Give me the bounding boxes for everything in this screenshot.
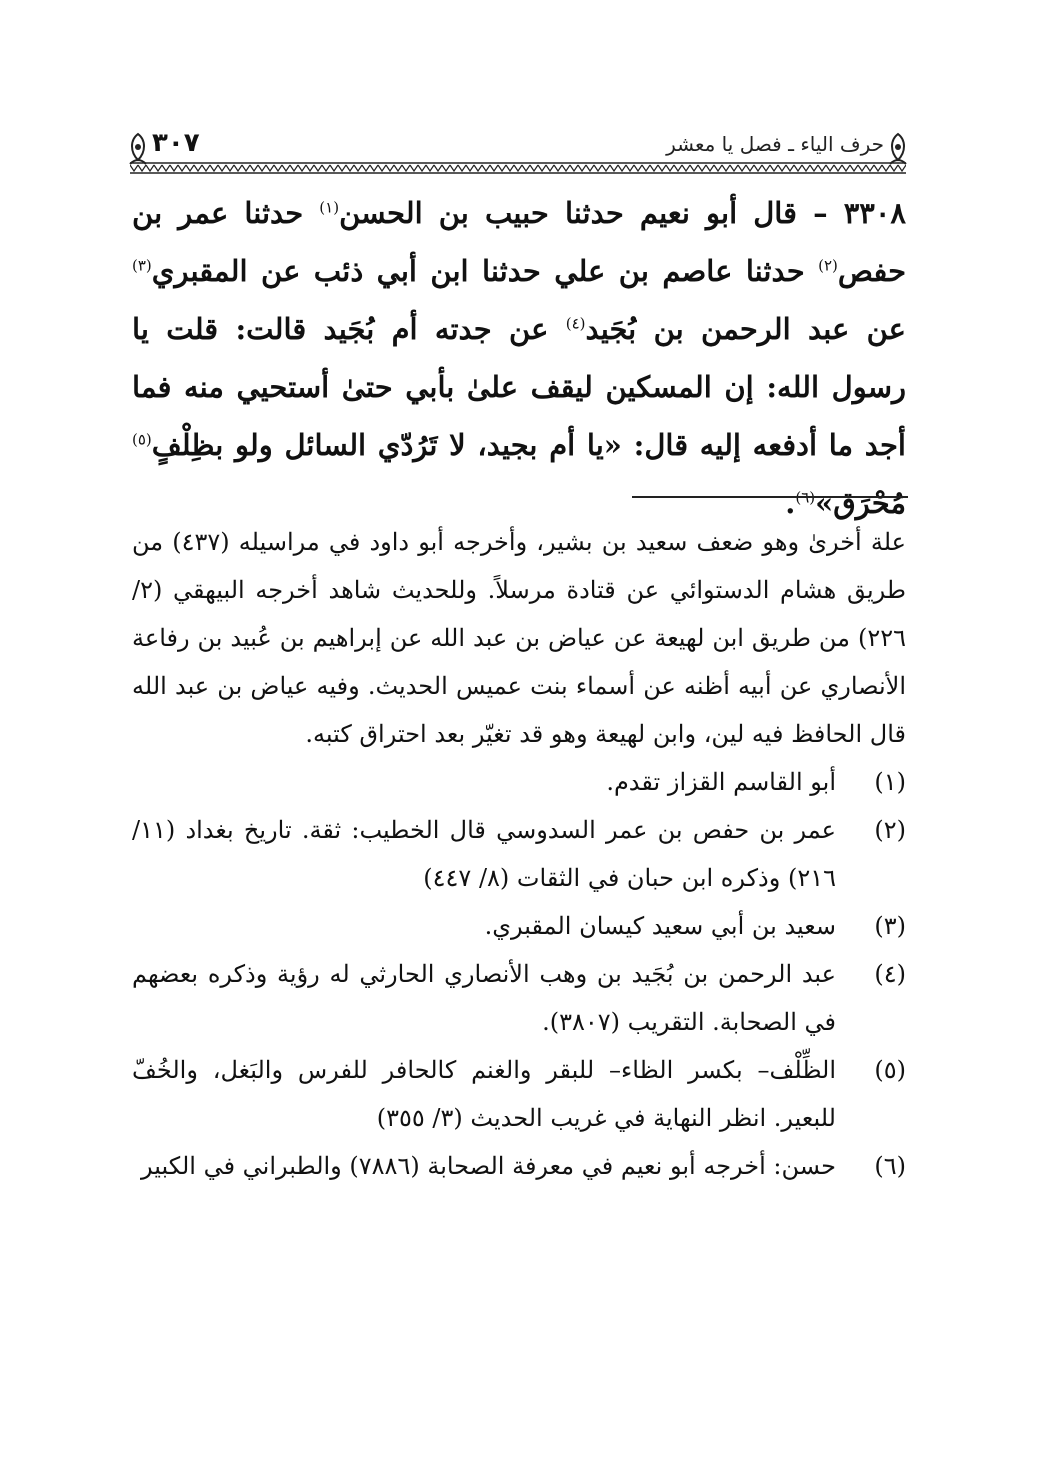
hadith-line: عن عبد الرحمن بن بُجَيد [585,312,906,346]
page-number: ٣٠٧ [152,128,200,158]
header-decorative-rule [130,162,906,174]
hadith-line: ٣٣٠٨ – قال أبو نعيم حدثنا حبيب بن الحسن [339,196,906,230]
footnote-text: الظِّلْف– بكسر الظاء– للبقر والغنم كالحافر للفرس والبَغل، والخُفّ للبعير. انظر النهاية في غريب الحديث (٣/ ٣٥٥) [132,1056,836,1132]
prophetic-saying: «يا أم بجيد، لا تَرُدّي السائل ولو بظِلْفٍ [151,428,622,462]
footnote-ref[interactable]: (٤) [565,314,586,333]
footnote-text: أبو القاسم القزاز تقدم. [606,768,836,796]
footnote-divider [632,496,908,498]
footnote-number: (٦) [874,1152,906,1180]
footnote-continuation: علة أخرىٰ وهو ضعف سعيد بن بشير، وأخرجه أبو داود في مراسيله (٤٣٧) من طريق هشام الدستوائي عن قتادة مرسلاً. وللحديث شاهد أخرجه البيهقي (٢/ ٢٢٦) من طريق ابن لهيعة عن عياض بن عبد الله عن إبراهيم بن عُبيد بن رفاعة الأنصاري عن أبيه أظنه عن أسماء بنت عميس الحديث. وفيه عياض بن عبد الله قال الحافظ فيه لين، وابن لهيعة وهو قد تغيّر بعد احتراق كتبه. [132,528,906,748]
footnote-number: (٢) [874,816,906,844]
footnote-item [132,758,906,806]
footnote-item [132,806,906,902]
footnote-ref[interactable]: (٢) [818,256,838,275]
hadith-line: عن جدته أم بُجَيد قالت: قلت يا رسول الله: إن المسكين ليقف علىٰ بأبي حتىٰ أستحيي منه فما أجد ما أدفعه إليه قال: [132,312,906,462]
hadith-line: . [785,486,796,520]
hadith-line: حدثنا عمر بن حفص [132,196,906,288]
footnote-ref[interactable]: (٥) [132,430,152,449]
running-header [126,130,910,172]
footnote-number: (٣) [874,912,906,940]
footnote-item [132,902,906,950]
footnote-number: (٥) [874,1056,906,1084]
footnote-text: عمر بن حفص بن عمر السدوسي قال الخطيب: ثقة. تاريخ بغداد (١١/ ٢١٦) وذكره ابن حبان في الثقات (٨/ ٤٤٧) [132,816,836,892]
footnote-item [132,1046,906,1142]
footnote-item [132,950,906,1046]
footnotes [132,518,906,1190]
footnote-text: سعيد بن أبي سعيد كيسان المقبري. [484,912,836,940]
hadith-text [132,184,906,532]
header-title: حرف الياء ـ فصل يا معشر [666,132,884,156]
footnote-text: عبد الرحمن بن بُجَيد بن وهب الأنصاري الحارثي له رؤية وذكره بعضهم في الصحابة. التقريب (٣٨٠٧). [132,960,836,1036]
footnote-text: حسن: أخرجه أبو نعيم في معرفة الصحابة (٧٨٨٦) والطبراني في الكبير [140,1152,836,1180]
hadith-line: حدثنا عاصم بن علي حدثنا ابن أبي ذئب عن المقبري [151,254,819,288]
footnote-number: (١) [874,768,906,796]
footnote-item [132,1142,906,1190]
prophetic-saying-end: مُحْرَق» [815,486,906,520]
footnote-ref[interactable]: (٦) [795,488,816,507]
footnote-number: (٤) [874,960,906,988]
footnote-ref[interactable]: (٣) [132,256,152,275]
footnote-ref[interactable]: (١) [319,198,340,217]
